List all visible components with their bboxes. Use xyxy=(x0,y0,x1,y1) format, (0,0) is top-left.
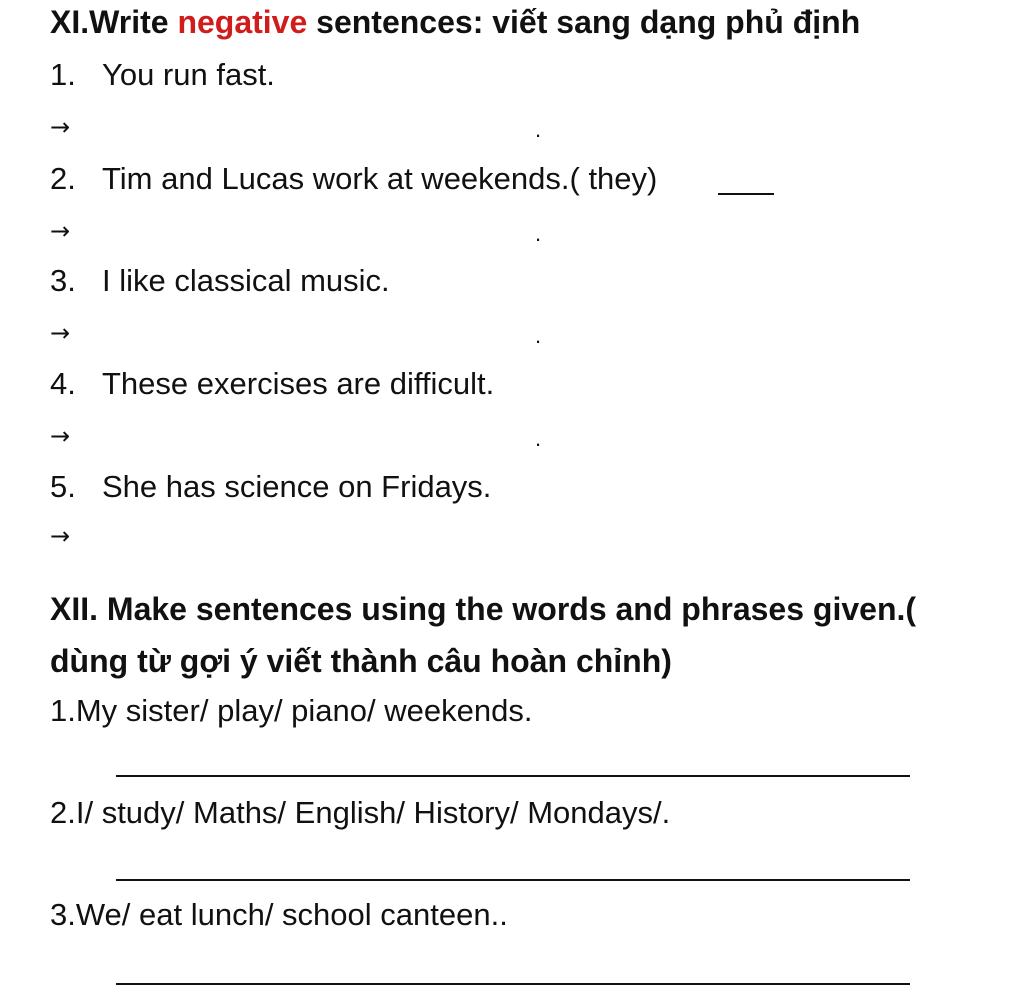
prompt-item-3: 3.We/ eat lunch/ school canteen.. xyxy=(50,897,508,932)
exercise-item-1 xyxy=(50,56,275,94)
section-xii-title-line2: dùng từ gợi ý viết thành câu hoàn chỉnh) xyxy=(50,643,672,679)
answer-blank-line xyxy=(116,983,910,985)
answer-end-dot: . xyxy=(535,426,542,451)
item-sentence: Tim and Lucas work at weekends.( they) xyxy=(102,161,658,196)
item-sentence: She has science on Fridays. xyxy=(102,469,492,504)
section-xi-title-highlight: negative xyxy=(177,4,308,40)
section-xi-title-suffix: sentences: viết sang dạng phủ định xyxy=(307,4,861,40)
answer-end-dot: . xyxy=(535,221,542,246)
item-number: 5. xyxy=(50,469,76,504)
arrow-icon: → xyxy=(50,422,71,450)
item-number: 3. xyxy=(50,263,76,298)
answer-blank-line xyxy=(116,879,910,881)
answer-blank-line xyxy=(718,193,774,195)
item-sentence: These exercises are difficult. xyxy=(102,366,495,401)
exercise-item-3 xyxy=(50,262,390,300)
item-number: 2. xyxy=(50,161,76,196)
exercise-item-2 xyxy=(50,160,657,198)
section-xi-title xyxy=(50,2,860,42)
item-number: 1. xyxy=(50,57,76,92)
answer-end-dot: . xyxy=(535,323,542,348)
section-xi-title-prefix: XI.Write xyxy=(50,4,178,40)
item-sentence: I like classical music. xyxy=(102,263,390,298)
section-xii-title-line1: XII. Make sentences using the words and phrases given.( xyxy=(50,591,917,627)
arrow-icon: → xyxy=(50,522,71,550)
exercise-item-5 xyxy=(50,468,491,506)
prompt-item-2: 2.I/ study/ Maths/ English/ History/ Mondays/. xyxy=(50,795,671,830)
item-sentence: You run fast. xyxy=(102,57,275,92)
item-number: 4. xyxy=(50,366,76,401)
answer-end-dot: . xyxy=(535,117,542,142)
arrow-icon: → xyxy=(50,217,71,245)
answer-blank-line xyxy=(116,775,910,777)
arrow-icon: → xyxy=(50,319,71,347)
exercise-item-4 xyxy=(50,365,494,403)
arrow-icon: → xyxy=(50,113,71,141)
prompt-item-1: 1.My sister/ play/ piano/ weekends. xyxy=(50,693,533,728)
